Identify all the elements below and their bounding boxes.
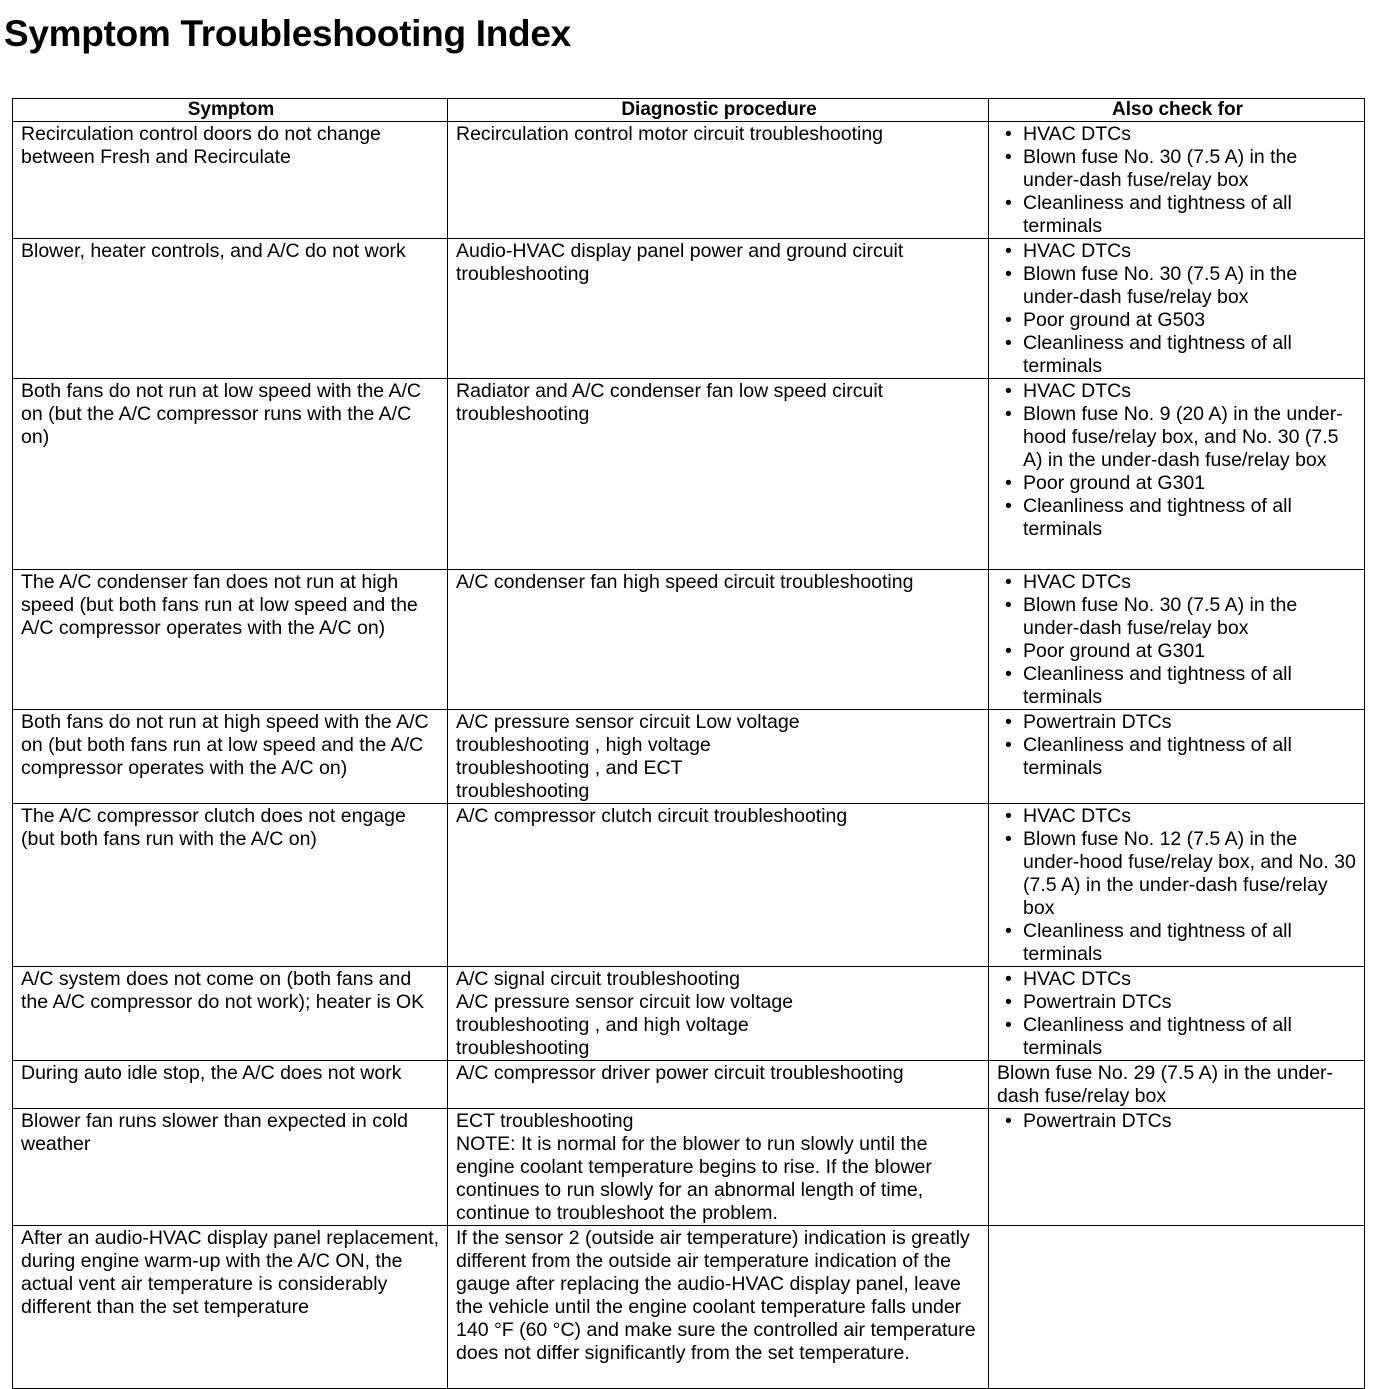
also-check-list [997, 968, 1358, 1060]
diagnostic-procedure-cell: A/C condenser fan high speed circuit troubleshooting [448, 570, 989, 710]
table-header-row [13, 99, 1365, 122]
also-check-text: Blown fuse No. 29 (7.5 A) in the under-dash fuse/relay box [997, 1062, 1334, 1107]
table-row [13, 967, 1365, 1061]
diagnostic-procedure-cell: A/C signal circuit troubleshooting A/C pressure sensor circuit low voltage troubleshooting , and high voltage troubleshooting [448, 967, 989, 1061]
symptom-cell: The A/C condenser fan does not run at high speed (but both fans run at low speed and the A/C compressor operates with the A/C on) [13, 570, 448, 710]
table-row [13, 1109, 1365, 1226]
symptom-cell: The A/C compressor clutch does not engage (but both fans run with the A/C on) [13, 804, 448, 967]
list-item: • HVAC DTCs [1001, 240, 1358, 263]
also-check-cell [989, 570, 1365, 710]
list-item: • Blown fuse No. 30 (7.5 A) in the under-dash fuse/relay box [1001, 146, 1358, 192]
table-row [13, 1226, 1365, 1389]
list-item: • Cleanliness and tightness of all terminals [1001, 663, 1358, 709]
also-check-list [997, 240, 1358, 378]
also-check-cell [989, 1226, 1365, 1389]
diagnostic-procedure-cell: If the sensor 2 (outside air temperature) indication is greatly different from the outside air temperature indication of the gauge after replacing the audio-HVAC display panel, leave the vehicle until the engine coolant temperature falls under 140 °F (60 °C) and make sure the controlled air temperature does not differ significantly from the set temperature. [448, 1226, 989, 1389]
list-item: • HVAC DTCs [1001, 805, 1358, 828]
also-check-list [997, 571, 1358, 709]
list-item: • Blown fuse No. 12 (7.5 A) in the under-hood fuse/relay box, and No. 30 (7.5 A) in the under-dash fuse/relay box [1001, 828, 1358, 920]
list-item: • Cleanliness and tightness of all terminals [1001, 1014, 1358, 1060]
header-symptom: Symptom [13, 99, 448, 122]
table-row [13, 239, 1365, 379]
symptom-cell: During auto idle stop, the A/C does not work [13, 1061, 448, 1109]
also-check-cell [989, 379, 1365, 570]
diagnostic-procedure-cell: Audio-HVAC display panel power and ground circuit troubleshooting [448, 239, 989, 379]
diagnostic-procedure-cell: ECT troubleshooting NOTE: It is normal for the blower to run slowly until the engine coolant temperature begins to rise. If the blower continues to run slowly for an abnormal length of time, continue to troubleshoot the problem. [448, 1109, 989, 1226]
list-item: • Blown fuse No. 30 (7.5 A) in the under-dash fuse/relay box [1001, 594, 1358, 640]
list-item: • Powertrain DTCs [1001, 711, 1358, 734]
list-item: • Cleanliness and tightness of all terminals [1001, 920, 1358, 966]
list-item: • Cleanliness and tightness of all terminals [1001, 734, 1358, 780]
also-check-list [997, 123, 1358, 238]
symptom-index-table [12, 98, 1365, 1389]
list-item: • HVAC DTCs [1001, 968, 1358, 991]
list-item: • Powertrain DTCs [1001, 1110, 1358, 1133]
list-item: • HVAC DTCs [1001, 123, 1358, 146]
symptom-cell: After an audio-HVAC display panel replacement, during engine warm-up with the A/C ON, the actual vent air temperature is considerably different than the set temperature [13, 1226, 448, 1389]
diagnostic-procedure-cell: Recirculation control motor circuit troubleshooting [448, 122, 989, 239]
page-title: Symptom Troubleshooting Index [4, 13, 571, 54]
diagnostic-procedure-cell: A/C compressor driver power circuit troubleshooting [448, 1061, 989, 1109]
list-item: • HVAC DTCs [1001, 380, 1358, 403]
list-item: • Cleanliness and tightness of all terminals [1001, 192, 1358, 238]
diagnostic-procedure-cell: Radiator and A/C condenser fan low speed circuit troubleshooting [448, 379, 989, 570]
also-check-list [997, 1110, 1358, 1133]
table-row [13, 122, 1365, 239]
also-check-list [997, 711, 1358, 780]
symptom-cell: A/C system does not come on (both fans and the A/C compressor do not work); heater is OK [13, 967, 448, 1061]
symptom-cell: Both fans do not run at low speed with the A/C on (but the A/C compressor runs with the A/C on) [13, 379, 448, 570]
list-item: • Blown fuse No. 9 (20 A) in the under-hood fuse/relay box, and No. 30 (7.5 A) in the under-dash fuse/relay box [1001, 403, 1358, 472]
list-item: • HVAC DTCs [1001, 571, 1358, 594]
table-row [13, 1061, 1365, 1109]
symptom-cell: Blower, heater controls, and A/C do not work [13, 239, 448, 379]
also-check-cell [989, 122, 1365, 239]
also-check-cell [989, 239, 1365, 379]
list-item: • Cleanliness and tightness of all terminals [1001, 332, 1358, 378]
diagnostic-procedure-cell: A/C compressor clutch circuit troubleshooting [448, 804, 989, 967]
header-diagnostic-procedure: Diagnostic procedure [448, 99, 989, 122]
also-check-cell [989, 967, 1365, 1061]
table-row [13, 379, 1365, 570]
diagnostic-procedure-cell: A/C pressure sensor circuit Low voltage troubleshooting , high voltage troubleshooting , and ECT troubleshooting [448, 710, 989, 804]
also-check-list [997, 805, 1358, 966]
also-check-cell [989, 804, 1365, 967]
table-row [13, 710, 1365, 804]
table-row [13, 570, 1365, 710]
list-item: • Powertrain DTCs [1001, 991, 1358, 1014]
table-body [13, 122, 1365, 1389]
list-item: • Blown fuse No. 30 (7.5 A) in the under-dash fuse/relay box [1001, 263, 1358, 309]
symptom-cell: Blower fan runs slower than expected in cold weather [13, 1109, 448, 1226]
list-item: • Poor ground at G503 [1001, 309, 1358, 332]
also-check-cell [989, 1061, 1365, 1109]
also-check-cell [989, 710, 1365, 804]
symptom-cell: Both fans do not run at high speed with the A/C on (but both fans run at low speed and the A/C compressor operates with the A/C on) [13, 710, 448, 804]
list-item: • Cleanliness and tightness of all terminals [1001, 495, 1358, 541]
table-row [13, 804, 1365, 967]
also-check-cell [989, 1109, 1365, 1226]
list-item: • Poor ground at G301 [1001, 640, 1358, 663]
symptom-cell: Recirculation control doors do not change between Fresh and Recirculate [13, 122, 448, 239]
also-check-list [997, 380, 1358, 541]
header-also-check-for: Also check for [989, 99, 1365, 122]
list-item: • Poor ground at G301 [1001, 472, 1358, 495]
